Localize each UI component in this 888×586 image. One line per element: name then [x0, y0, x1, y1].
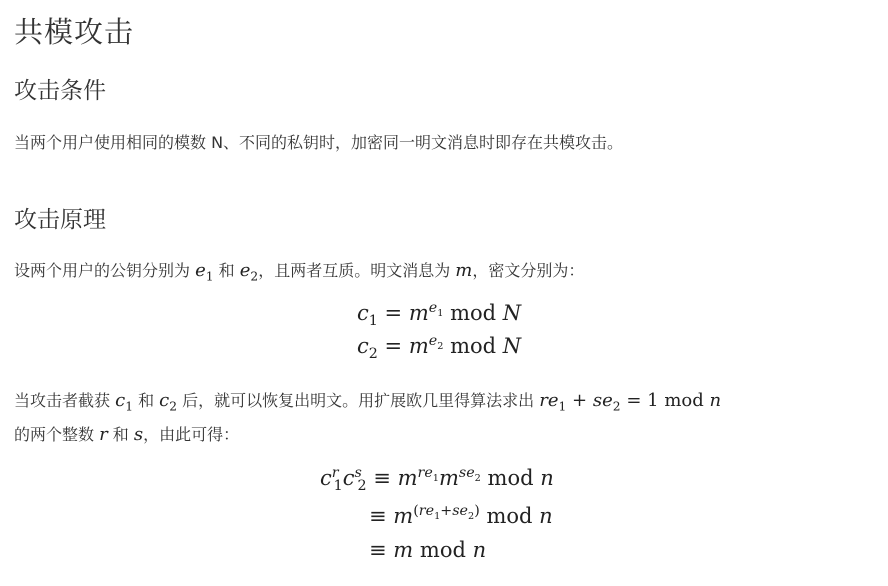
math-e2: $e_2$	[239, 260, 259, 284]
math-e1: $e_1$	[195, 260, 214, 284]
principle-paragraph-2: 当攻击者截获 $c_1$ 和 $c_2$ 后，就可以恢复出明文。用扩展欧几里得算法求出 $re_1 + se_2 = 1$ mod n	[14, 390, 722, 414]
math-s: s	[133, 424, 144, 445]
principle-paragraph-2-line-2: 的两个整数 r 和 s，由此可得：	[14, 424, 240, 445]
page-title: 共模攻击	[14, 15, 135, 49]
equation-c1: $c_1 = m^{e_1}$ mod N	[357, 300, 522, 330]
equation-derivation-3: ≡ m mod n	[369, 538, 487, 562]
conditions-paragraph: 当两个用户使用相同的模数 N、不同的私钥时，加密同一明文消息时即存在共模攻击。	[14, 133, 624, 152]
math-c1: $c_1$	[115, 390, 133, 414]
principle-paragraph-1: 设两个用户的公钥分别为 $e_1$ 和 $e_2$，且两者互质。明文消息为 m，密文分别为：	[14, 260, 585, 284]
equation-c2: $c_2 = m^{e_2}$ mod N	[357, 333, 522, 363]
section-heading-conditions: 攻击条件	[14, 78, 106, 104]
math-m: m	[455, 260, 473, 281]
equation-derivation-1: $c^r_1c^s_2 \equiv m^{re_1}m^{se_2}$ mod n	[320, 465, 554, 495]
math-r: r	[99, 424, 108, 445]
math-c2: $c_2$	[159, 390, 178, 414]
section-heading-principle: 攻击原理	[14, 207, 106, 233]
equation-derivation-2: ≡ $m^{(re_1+se_2)}$ mod n	[369, 503, 553, 528]
math-bezout: $re_1 + se_2 = 1$ mod n	[539, 390, 722, 414]
